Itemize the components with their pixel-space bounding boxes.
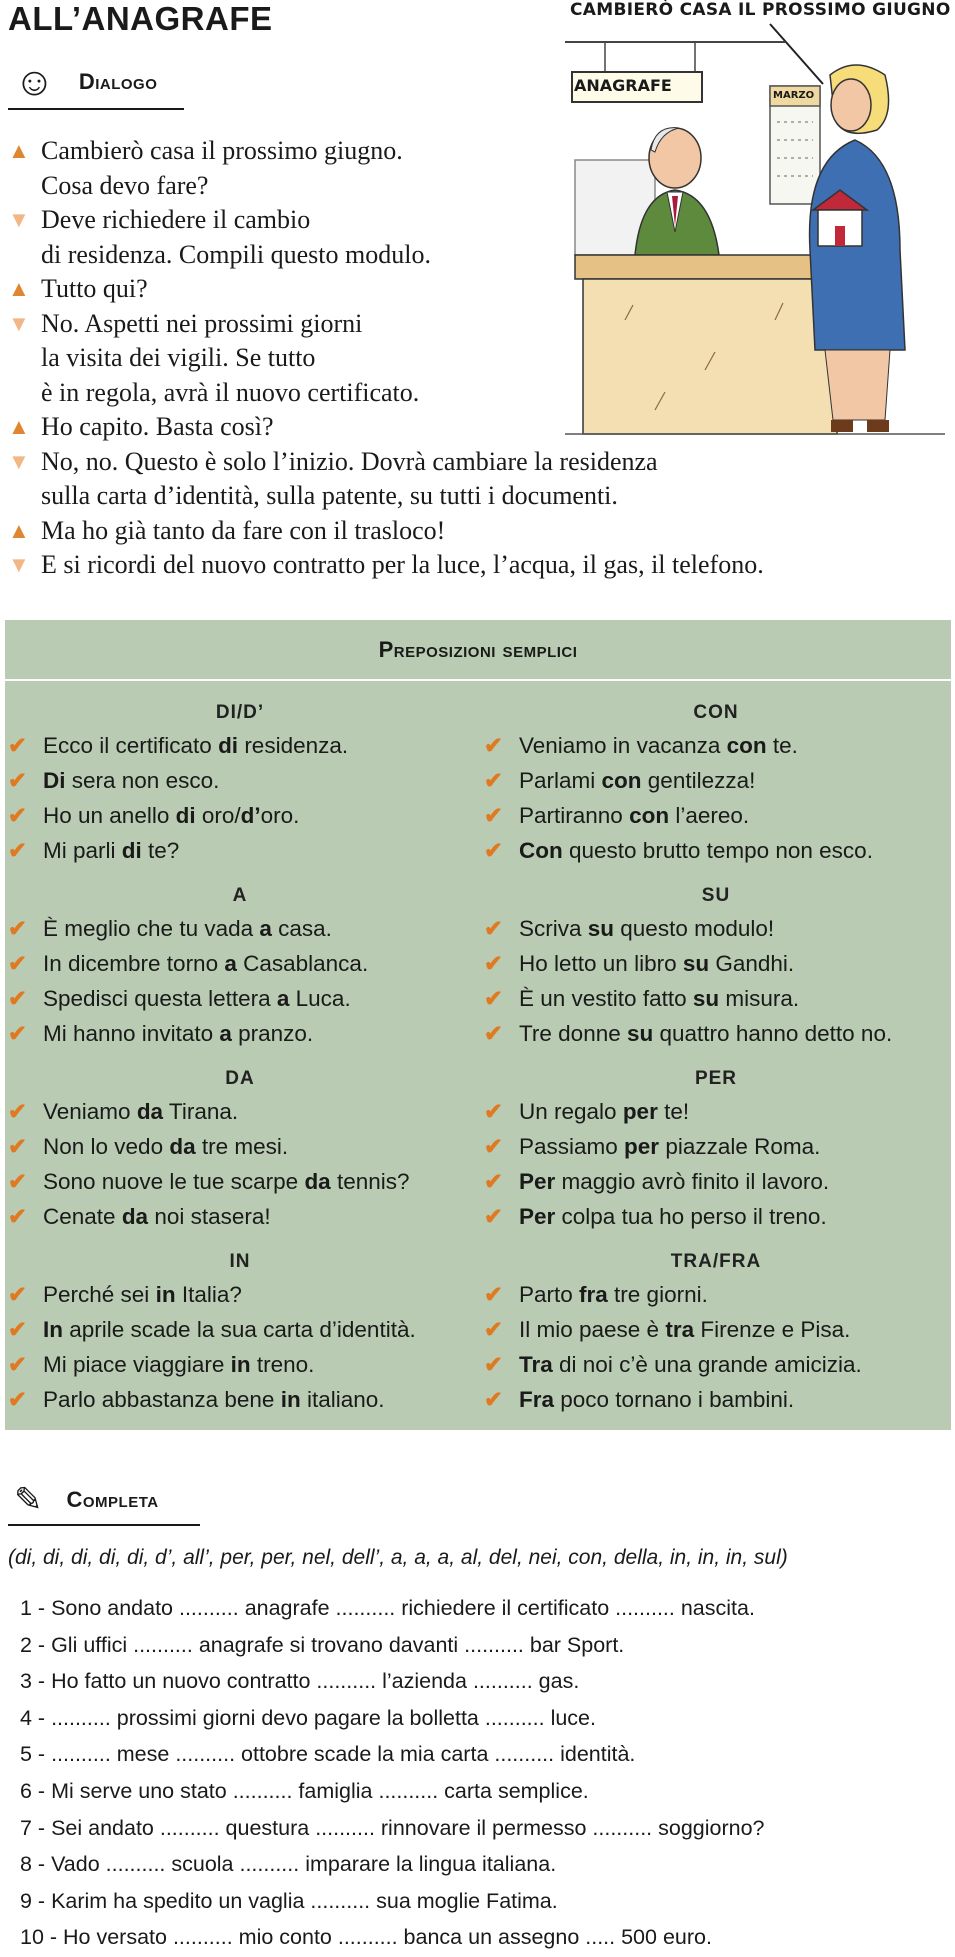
- example-fragment: quattro hanno detto no.: [653, 1021, 893, 1046]
- checkmark-icon: ✔: [484, 1282, 503, 1307]
- dialogue-text: Ho capito. Basta così?: [41, 412, 274, 441]
- preposition-highlight: tra: [665, 1317, 695, 1342]
- checkmark-icon: ✔: [8, 1099, 27, 1124]
- preposition-highlight: con: [601, 768, 642, 793]
- dialogue-text: Cambierò casa il prossimo giugno.: [41, 136, 403, 165]
- example-fragment: Italia?: [175, 1282, 242, 1307]
- example-text: [519, 1164, 829, 1199]
- example-fragment: te.: [766, 733, 798, 758]
- preposition-highlight: con: [726, 733, 767, 758]
- example-fragment: piazzale Roma.: [659, 1134, 821, 1159]
- example-fragment: Cenate: [43, 1204, 122, 1229]
- dialogue-heading-rule: [8, 108, 184, 110]
- example-text: [43, 1016, 313, 1051]
- preposition-label: IN: [229, 1251, 251, 1272]
- example-text: [519, 1094, 689, 1129]
- triangle-up-icon: ▲: [8, 276, 30, 301]
- checkmark-icon: ✔: [8, 1169, 27, 1194]
- example-line: [5, 1164, 475, 1199]
- example-line: [481, 946, 951, 981]
- example-line: [481, 833, 951, 868]
- example-fragment: misura.: [719, 986, 800, 1011]
- exercise-item: 7 - Sei andato .......... questura .......... rinnovare il permesso .......... soggiorno?: [20, 1815, 765, 1840]
- triangle-up-icon: ▲: [8, 517, 30, 543]
- preposition-highlight: di: [121, 838, 142, 863]
- preposition-highlight: per: [622, 1099, 658, 1124]
- example-text: [519, 763, 755, 798]
- example-fragment: Veniamo: [43, 1099, 137, 1124]
- example-fragment: te!: [657, 1099, 690, 1124]
- example-line: [5, 981, 475, 1016]
- example-text: [43, 833, 179, 868]
- dialogue-line: [8, 514, 928, 549]
- dialogue-line: [8, 134, 928, 169]
- preposition-highlight: Per: [519, 1204, 556, 1229]
- preposition-highlight: su: [627, 1021, 654, 1046]
- example-text: [519, 1277, 708, 1312]
- preposition-label: DA: [225, 1068, 255, 1089]
- checkmark-icon: ✔: [484, 838, 503, 863]
- example-fragment: tennis?: [330, 1169, 410, 1194]
- example-line: [481, 1164, 951, 1199]
- preposition-label: TRA/FRA: [670, 1251, 762, 1272]
- checkmark-icon: ✔: [484, 916, 503, 941]
- example-fragment: Un regalo: [519, 1099, 623, 1124]
- checkmark-icon: ✔: [484, 951, 503, 976]
- example-text: [519, 911, 774, 946]
- example-text: [519, 981, 799, 1016]
- checkmark-icon: ✔: [8, 916, 27, 941]
- preposition-highlight: a: [219, 1021, 232, 1046]
- example-fragment: tre mesi.: [195, 1134, 289, 1159]
- exercise-item: 4 - .......... prossimi giorni devo pagare la bolletta .......... luce.: [20, 1705, 596, 1730]
- example-fragment: oro.: [260, 803, 300, 828]
- exercise-heading: [14, 1480, 159, 1520]
- example-fragment: tre giorni.: [607, 1282, 708, 1307]
- example-text: [519, 1129, 820, 1164]
- dialogue-line: [8, 548, 928, 583]
- example-line: [5, 911, 475, 946]
- checkmark-icon: ✔: [8, 1204, 27, 1229]
- dialogue-text: No. Aspetti nei prossimi giorni: [41, 308, 363, 338]
- example-line: [5, 946, 475, 981]
- example-text: [519, 833, 873, 868]
- triangle-down-icon: ▼: [8, 448, 30, 474]
- example-fragment: te?: [141, 838, 180, 863]
- example-text: [43, 1129, 288, 1164]
- preposition-highlight: per: [624, 1134, 660, 1159]
- exercise-item: 6 - Mi serve uno stato .......... famiglia .......... carta semplice.: [20, 1778, 589, 1803]
- preposition-group: [481, 1247, 951, 1430]
- example-line: [481, 911, 951, 946]
- example-fragment: questo brutto tempo non esco.: [562, 838, 873, 863]
- preposition-highlight: d’: [240, 803, 261, 828]
- preposition-highlight: Con: [519, 838, 563, 863]
- anagrafe-sign: ANAGRAFE: [574, 76, 672, 95]
- example-fragment: Mi hanno invitato: [43, 1021, 220, 1046]
- example-text: [43, 1312, 416, 1347]
- checkmark-icon: ✔: [8, 1021, 27, 1046]
- example-text: [519, 728, 798, 763]
- checkmark-icon: ✔: [8, 838, 27, 863]
- preposition-label: CON: [693, 702, 739, 723]
- example-fragment: sera non esco.: [65, 768, 220, 793]
- checkmark-icon: ✔: [8, 1134, 27, 1159]
- example-fragment: Passiamo: [519, 1134, 625, 1159]
- example-line: [5, 1199, 475, 1234]
- checkmark-icon: ✔: [484, 1352, 503, 1377]
- dialogue-text: Cosa devo fare?: [41, 170, 209, 200]
- example-text: [43, 728, 348, 763]
- pencil-icon: ✎: [14, 1481, 43, 1519]
- preposition-label: DI/D’: [215, 702, 265, 723]
- example-line: [5, 1312, 475, 1347]
- example-text: [43, 1164, 410, 1199]
- grammar-title: Preposizioni semplici: [378, 637, 578, 662]
- example-fragment: Ho un anello: [43, 803, 176, 828]
- example-fragment: treno.: [250, 1352, 315, 1377]
- example-fragment: casa.: [271, 916, 332, 941]
- example-line: [481, 728, 951, 763]
- example-fragment: Partiranno: [519, 803, 630, 828]
- example-line: [5, 763, 475, 798]
- triangle-down-icon: ▼: [8, 310, 30, 336]
- smiley-icon: ☺: [14, 60, 55, 104]
- preposition-highlight: a: [259, 916, 272, 941]
- preposition-highlight: Tra: [519, 1352, 553, 1377]
- preposition-highlight: Fra: [519, 1387, 555, 1412]
- example-text: [519, 1347, 862, 1382]
- example-line: [481, 1382, 951, 1417]
- example-fragment: In dicembre torno: [43, 951, 225, 976]
- dialogue-heading: [14, 62, 157, 102]
- example-fragment: aprile scade la sua carta d’identità.: [63, 1317, 416, 1342]
- grammar-title-rule: [5, 679, 951, 681]
- preposition-group: [5, 698, 475, 881]
- dialogue-text: No, no. Questo è solo l’inizio. Dovrà cambiare la residenza: [41, 446, 658, 476]
- preposition-label: PER: [694, 1068, 738, 1089]
- dialogue-text: Deve richiedere il cambio: [41, 205, 311, 234]
- preposition-highlight: da: [304, 1169, 331, 1194]
- preposition-highlight: a: [276, 986, 290, 1011]
- example-fragment: maggio avrò finito il lavoro.: [555, 1169, 830, 1194]
- grammar-right-column: [481, 698, 951, 1430]
- example-line: [5, 728, 475, 763]
- example-fragment: Tirana.: [163, 1099, 239, 1124]
- checkmark-icon: ✔: [484, 1021, 503, 1046]
- example-line: [481, 1347, 951, 1382]
- dialogue-line: [8, 445, 928, 480]
- example-line: [5, 1129, 475, 1164]
- preposition-highlight: su: [692, 986, 720, 1011]
- checkmark-icon: ✔: [484, 1099, 503, 1124]
- example-line: [5, 1094, 475, 1129]
- example-line: [5, 833, 475, 868]
- example-text: [43, 763, 219, 798]
- example-fragment: Mi piace viaggiare: [43, 1352, 231, 1377]
- example-line: [481, 1199, 951, 1234]
- example-fragment: Ho letto un libro: [519, 951, 683, 976]
- dialogue-heading-text: Dialogo: [78, 69, 158, 94]
- dialogue-text: Ma ho già tanto da fare con il trasloco!: [41, 515, 446, 545]
- dialogue-text: E si ricordi del nuovo contratto per la luce, l’acqua, il gas, il telefono.: [41, 550, 764, 579]
- example-line: [5, 1277, 475, 1312]
- example-fragment: l’aereo.: [669, 803, 750, 828]
- dialogue-line: [8, 203, 928, 238]
- example-line: [481, 1277, 951, 1312]
- checkmark-icon: ✔: [8, 1282, 27, 1307]
- example-line: [481, 798, 951, 833]
- preposition-highlight: In: [43, 1317, 63, 1342]
- dialogue-text: di residenza. Compili questo modulo.: [41, 239, 431, 269]
- example-fragment: pranzo.: [231, 1021, 314, 1046]
- example-text: [43, 1347, 314, 1382]
- checkmark-icon: ✔: [484, 1169, 503, 1194]
- dialogue-text: è in regola, avrà il nuovo certificato.: [41, 377, 420, 407]
- example-fragment: Parlo abbastanza bene: [43, 1387, 281, 1412]
- checkmark-icon: ✔: [484, 986, 503, 1011]
- example-fragment: oro/: [195, 803, 241, 828]
- example-text: [519, 946, 794, 981]
- exercise-item: 2 - Gli uffici .......... anagrafe si trovano davanti .......... bar Sport.: [20, 1632, 625, 1657]
- grammar-left-column: [5, 698, 475, 1430]
- example-text: [519, 1016, 892, 1051]
- example-text: [43, 1277, 242, 1312]
- example-fragment: Luca.: [289, 986, 351, 1011]
- preposition-highlight: a: [224, 951, 237, 976]
- checkmark-icon: ✔: [8, 986, 27, 1011]
- example-fragment: Spedisci questa lettera: [43, 986, 277, 1011]
- example-text: [43, 946, 368, 981]
- example-line: [481, 1129, 951, 1164]
- example-text: [43, 1199, 271, 1234]
- exercise-heading-text: Completa: [66, 1487, 159, 1512]
- example-line: [481, 763, 951, 798]
- preposition-highlight: su: [587, 916, 615, 941]
- triangle-down-icon: ▼: [8, 552, 30, 577]
- example-text: [519, 1312, 850, 1347]
- preposition-highlight: di: [175, 803, 196, 828]
- checkmark-icon: ✔: [8, 1317, 27, 1342]
- example-fragment: Scriva: [519, 916, 588, 941]
- checkmark-icon: ✔: [484, 1387, 503, 1412]
- example-fragment: Perché sei: [43, 1282, 156, 1307]
- example-fragment: Mi parli: [43, 838, 122, 863]
- preposition-highlight: da: [136, 1099, 164, 1124]
- calendar-label: MARZO: [773, 90, 815, 101]
- dialogue-line: [8, 376, 928, 411]
- preposition-highlight: Per: [519, 1169, 556, 1194]
- dialogue-text: Tutto qui?: [41, 274, 148, 303]
- preposition-group: [5, 1247, 475, 1430]
- example-line: [5, 798, 475, 833]
- checkmark-icon: ✔: [484, 733, 503, 758]
- exercise-item: 1 - Sono andato .......... anagrafe .......... richiedere il certificato .......... nascita.: [20, 1596, 755, 1620]
- example-fragment: Sono nuove le tue scarpe: [43, 1169, 305, 1194]
- triangle-down-icon: ▼: [8, 207, 30, 232]
- exercise-list: [20, 1590, 765, 1956]
- triangle-up-icon: ▲: [8, 414, 30, 439]
- exercise-item: 5 - .......... mese .......... ottobre scade la mia carta .......... identità.: [20, 1742, 636, 1767]
- example-text: [43, 981, 351, 1016]
- example-line: [5, 1382, 475, 1417]
- example-fragment: Veniamo in vacanza: [519, 733, 727, 758]
- preposition-group: [481, 881, 951, 1064]
- checkmark-icon: ✔: [484, 1134, 503, 1159]
- example-text: [43, 798, 299, 833]
- dialogue-line: [8, 479, 928, 514]
- example-fragment: Casablanca.: [236, 951, 369, 976]
- example-text: [43, 1094, 238, 1129]
- dialogue-text: sulla carta d’identità, sulla patente, su tutti i documenti.: [41, 481, 618, 510]
- exercise-item: 8 - Vado .......... scuola .......... imparare la lingua italiana.: [20, 1852, 557, 1877]
- example-line: [481, 1312, 951, 1347]
- example-fragment: questo modulo!: [614, 916, 775, 941]
- triangle-up-icon: ▲: [8, 138, 30, 163]
- example-text: [519, 798, 749, 833]
- example-fragment: È meglio che tu vada: [43, 916, 260, 941]
- example-line: [481, 1094, 951, 1129]
- preposition-highlight: in: [155, 1282, 176, 1307]
- checkmark-icon: ✔: [484, 1204, 503, 1229]
- dialogue-line: [8, 410, 928, 445]
- checkmark-icon: ✔: [8, 803, 27, 828]
- checkmark-icon: ✔: [8, 733, 27, 758]
- preposition-group: [481, 698, 951, 881]
- example-fragment: gentilezza!: [641, 768, 756, 793]
- page-title: ALL’ANAGRAFE: [8, 0, 273, 37]
- checkmark-icon: ✔: [484, 1317, 503, 1342]
- checkmark-icon: ✔: [8, 951, 27, 976]
- preposition-highlight: su: [682, 951, 710, 976]
- dialogue-line: [8, 272, 928, 307]
- exercise-item: 3 - Ho fatto un nuovo contratto .......... l’azienda .......... gas.: [20, 1669, 580, 1694]
- example-line: [5, 1347, 475, 1382]
- illustration-caption: CAMBIERÒ CASA IL PROSSIMO GIUGNO: [570, 0, 951, 20]
- example-fragment: Firenze e Pisa.: [694, 1317, 851, 1342]
- exercise-item: 9 - Karim ha spedito un vaglia .......... sua moglie Fatima.: [20, 1888, 558, 1913]
- preposition-highlight: da: [121, 1204, 149, 1229]
- example-fragment: noi stasera!: [148, 1204, 271, 1229]
- preposition-highlight: con: [629, 803, 670, 828]
- preposition-group: [481, 1064, 951, 1247]
- example-fragment: colpa tua ho perso il treno.: [555, 1204, 827, 1229]
- dialogue-line: [8, 341, 928, 376]
- example-fragment: Tre donne: [519, 1021, 627, 1046]
- example-fragment: Gandhi.: [709, 951, 795, 976]
- dialogue-line: [8, 238, 928, 273]
- example-fragment: di noi c’è una grande amicizia.: [552, 1352, 862, 1377]
- dialogue-line: [8, 169, 928, 204]
- preposition-highlight: in: [280, 1387, 301, 1412]
- dialogue-line: [8, 307, 928, 342]
- preposition-group: [5, 881, 475, 1064]
- example-line: [481, 981, 951, 1016]
- word-bank: (di, di, di, di, di, d’, all’, per, per, nel, dell’, a, a, a, al, del, nei, con, della, in, in, in, sul): [8, 1546, 788, 1569]
- example-fragment: italiano.: [300, 1387, 385, 1412]
- example-line: [481, 1016, 951, 1051]
- preposition-highlight: di: [218, 733, 239, 758]
- preposition-highlight: fra: [579, 1282, 608, 1307]
- dialogue-text: la visita dei vigili. Se tutto: [41, 343, 316, 372]
- dialogue: [8, 134, 928, 583]
- example-fragment: poco tornano i bambini.: [554, 1387, 795, 1412]
- example-line: [5, 1016, 475, 1051]
- example-fragment: Parlami: [519, 768, 602, 793]
- checkmark-icon: ✔: [484, 803, 503, 828]
- exercise-item: 10 - Ho versato .......... mio conto .......... banca un assegno ..... 500 euro.: [20, 1925, 712, 1950]
- example-text: [43, 911, 332, 946]
- preposition-highlight: Di: [43, 768, 66, 793]
- example-fragment: Ecco il certificato: [43, 733, 219, 758]
- example-text: [519, 1382, 794, 1417]
- example-fragment: Non lo vedo: [43, 1134, 170, 1159]
- preposition-group: [5, 1064, 475, 1247]
- checkmark-icon: ✔: [8, 1352, 27, 1377]
- example-text: [43, 1382, 385, 1417]
- preposition-label: SU: [701, 885, 731, 906]
- exercise-heading-rule: [8, 1524, 200, 1526]
- preposition-highlight: da: [169, 1134, 196, 1159]
- checkmark-icon: ✔: [8, 1387, 27, 1412]
- preposition-highlight: in: [230, 1352, 251, 1377]
- example-fragment: residenza.: [238, 733, 349, 758]
- example-fragment: Parto: [519, 1282, 580, 1307]
- checkmark-icon: ✔: [8, 768, 27, 793]
- example-text: [519, 1199, 827, 1234]
- grammar-box: [5, 620, 951, 1430]
- checkmark-icon: ✔: [484, 768, 503, 793]
- preposition-label: A: [232, 885, 248, 906]
- example-fragment: Il mio paese è: [519, 1317, 666, 1342]
- example-fragment: È un vestito fatto: [519, 986, 693, 1011]
